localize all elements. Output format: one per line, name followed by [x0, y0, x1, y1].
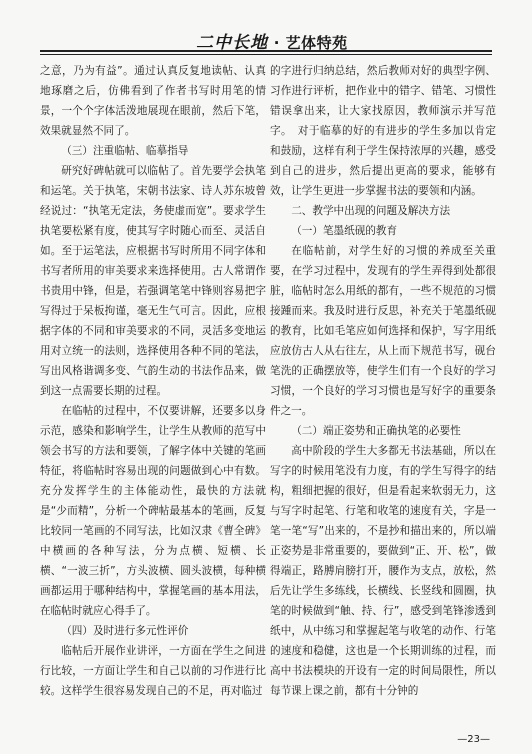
section-heading: （一）笔墨纸砚的教育 — [291, 225, 398, 237]
section-heading: （二）端正姿势和正确执笔的必要性 — [291, 425, 461, 437]
page-number: —23— — [457, 734, 490, 745]
paragraph: 在临帖的过程中，不仅要讲解，还要多以身示范，感染和影响学生，让学生从教师的范写中领会书写的方法和要领，了解字体中关键的笔画特征，将临帖时容易出现的问题做到心中有数。充分发挥学生的主体能动性，最快的方法就是“少而精”，分析一个碑帖最基本的笔画，反复比较同一笔画的不同写法，比如汉隶《曹全碑》中横画的各种写法，分为点横、短横、长横、“一波三折”，方头波横、圆头波横，每种横画都运用于哪种结构中，掌握笔画的基本用法，在临帖时就应心得手了。 — [40, 405, 266, 617]
header-rule — [40, 50, 492, 52]
paragraph: 高中阶段的学生大多都无书法基础，所以在写字的时候用笔没有力度，有的学生写得字的结构，粗细把握的很好，但是看起来软弱无力，这与写字时起笔、行笔和收笔的速度有关，字是一笔一笔“写”出来的，不是抄和描出来的，所以端正姿势是非常重要的，要做到“正、开、松”，做得端正，路膊肩膀打开，腰作为支点，放松，然后先让学生多练线，长横线、长竖线和圆圈，执笔的时候做到“触、持、行”，感受到笔锋渗透到纸中，从中练习和掌握起笔与收笔的动作、行笔的速度和稳健，这也是一个长期训练的过程，而高中书法模块的开设有一定的时间局限性，所以每节课上课之前，都有十分钟的 — [270, 445, 496, 697]
paragraph: 的字进行归纳总结，然后教师对好的典型字例、习作进行评析，把作业中的错字、错笔、习惯性错误拿出来，让大家找原因，教师演示并写范字。 对于临摹的好的有进步的学生多加以肯定和鼓励，这样有利于学生保持浓厚的兴趣，感受到自己的进步，然后提出更高的要求，能够有效，让学生更进一步掌握书法的要领和内涵。 — [270, 65, 496, 197]
header-separator: · — [273, 34, 280, 52]
paragraph: 之意，乃为有益”。通过认真反复地读帖、认真地琢磨之后，仿佛看到了作者书写时用笔的情景，一个个字体活泼地展现在眼前，然后下笔，效果就显然不同了。 — [40, 65, 266, 137]
page-header — [0, 0, 532, 62]
paragraph: 在临帖前，对学生好的习惯的养成至关重要，在学习过程中，发现有的学生弄得到处都很脏，临帖时怎么用纸的都有，一些不规范的习惯接踵而来。我及时进行反思，补充关于笔墨纸砚的教育，比如毛笔应如何选择和保护，写字用纸应放仿古人从右往左，从上而下规范书写，砚台笔洗的正确摆放等，使学生们有一个良好的学习习惯，一个良好的学习习惯也是写好字的重要条件之一。 — [270, 245, 496, 417]
paragraph: 临帖后开展作业讲评，一方面在学生之间进行比较，一方面让学生和自己以前的习作进行比较。这样学生很容易发现自己的不足，再对临过 — [40, 645, 266, 697]
section-heading: 二、教学中出现的问题及解决方法 — [291, 205, 451, 217]
header-section: 艺体特苑 — [285, 34, 348, 52]
paragraph: 研究好碑帖就可以临帖了。首先要学会执笔和运笔。关于执笔，宋朝书法家、诗人苏东坡曾经说过：“执笔无定法，务使虚而宽”。要求学生执笔要松紧有度，使其写字时随心而至、灵活自如。至于运笔法，应根据书写时所用不同字体和书写者所用的审美要求来选择使用。古人常谓作书贵用中锋，但是，若强调笔笔中锋则容易把字写得过于呆板拘谨，毫无生气可言。因此，应根据字体的不同和审美要求的不同，灵活多变地运用对立统一的法则，选择使用各种不同的笔法，写出风格谐调多变、气韵生动的书法作品来，做到这一点需要长期的过程。 — [40, 165, 266, 397]
header-logo: 二中长地 — [196, 33, 268, 53]
right-column — [270, 61, 496, 701]
left-column — [40, 61, 266, 701]
header-rule-thin — [40, 54, 492, 55]
section-heading: （三）注重临帖、临摹指导 — [61, 145, 189, 157]
section-heading: （四）及时进行多元性评价 — [61, 625, 189, 637]
